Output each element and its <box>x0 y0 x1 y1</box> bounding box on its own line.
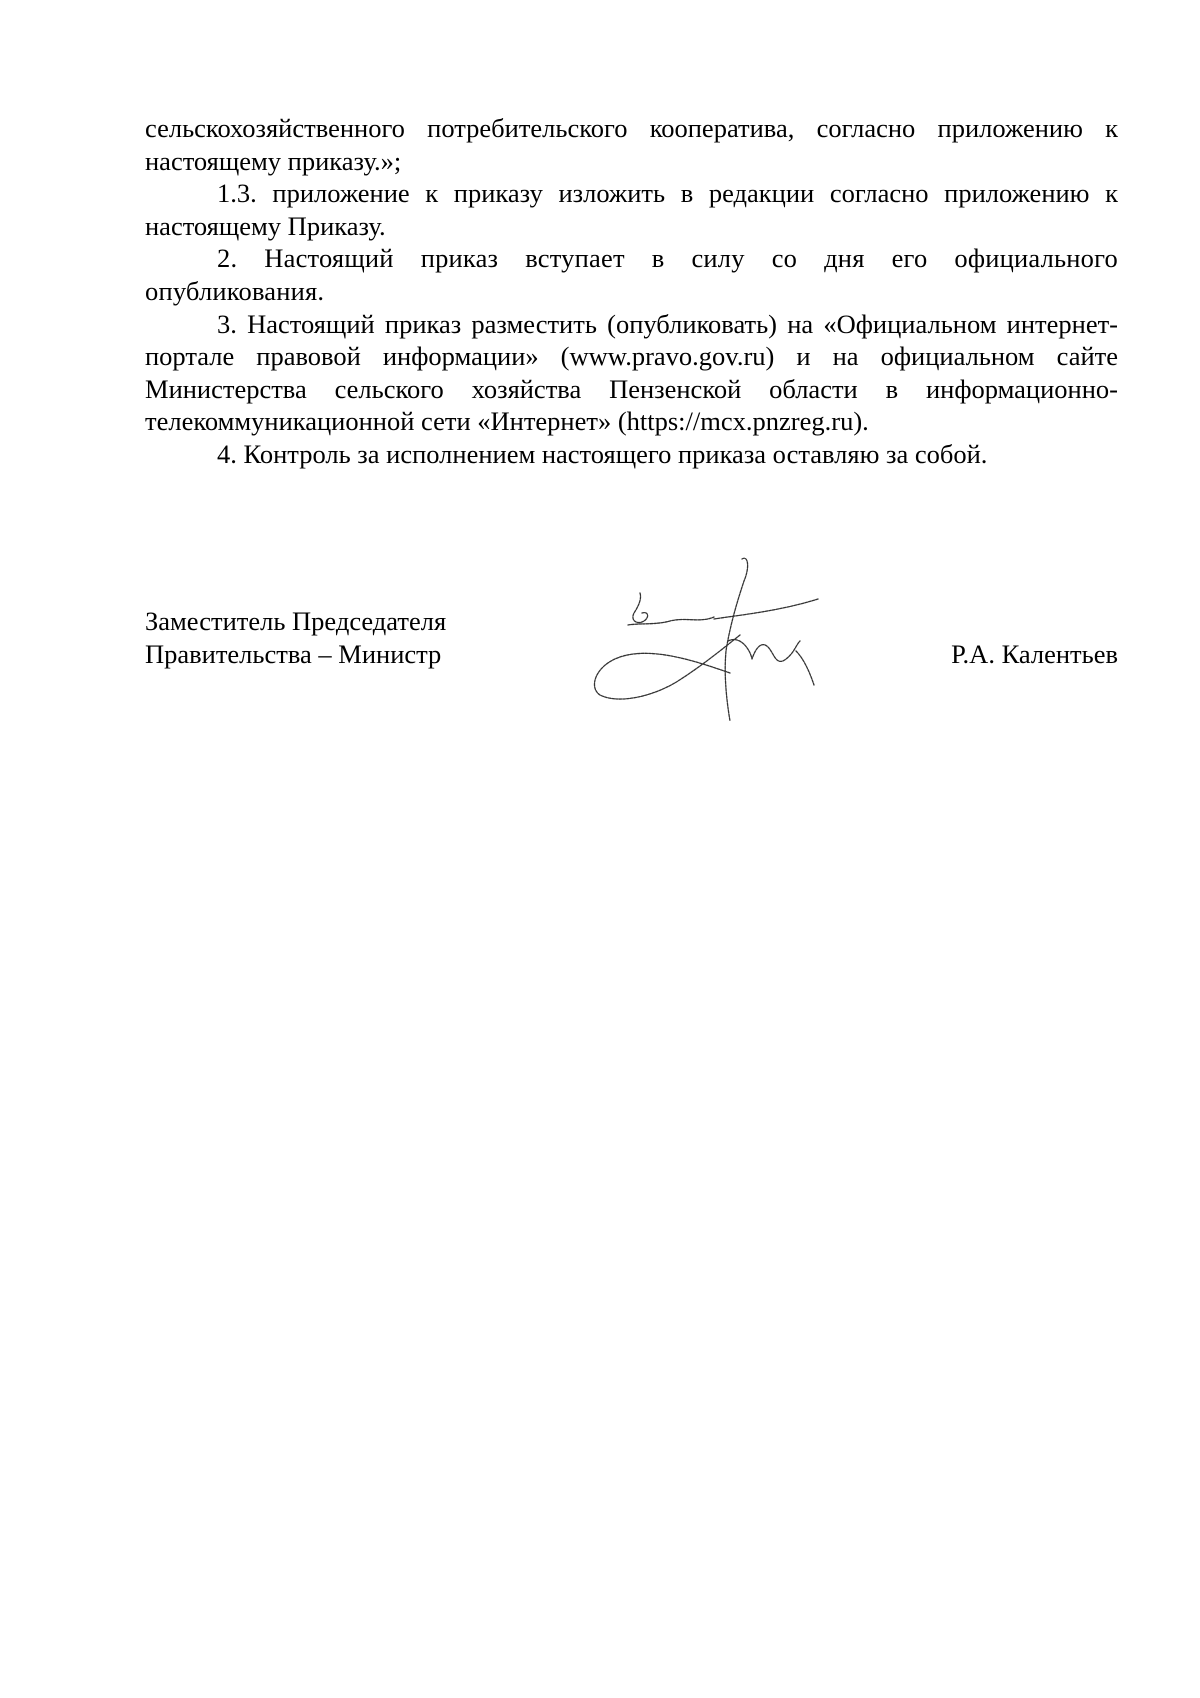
paragraph-item-3: 3. Настоящий приказ разместить (опубликовать) на «Официальном интернет-портале правовой информации» (www.pravo.gov.ru) и на официальном сайте Министерства сельского хозяйства Пензенской области в информационно-телекоммуникационной сети «Интернет» (https://mcx.pnzreg.ru). <box>145 308 1118 437</box>
paragraph-item-4: 4. Контроль за исполнением настоящего приказа оставляю за собой. <box>217 438 988 469</box>
signer-title <box>145 605 446 671</box>
document-body <box>145 112 1118 471</box>
handwritten-signature <box>590 555 830 730</box>
signer-title-line-2: Правительства – Министр <box>145 639 442 669</box>
paragraph-continuation: сельскохозяйственного потребительского кооператива, согласно приложению к настоящему приказу.»; <box>145 113 1118 176</box>
signer-name: Р.А. Калентьев <box>951 639 1118 669</box>
paragraph-item-2: 2. Настоящий приказ вступает в силу со дня его официального опубликования. <box>145 243 1118 306</box>
signer-title-line-1: Заместитель Председателя <box>145 606 447 636</box>
signature-block <box>145 605 1118 735</box>
paragraph-item-1-3: 1.3. приложение к приказу изложить в редакции согласно приложению к настоящему Приказу. <box>145 178 1118 241</box>
